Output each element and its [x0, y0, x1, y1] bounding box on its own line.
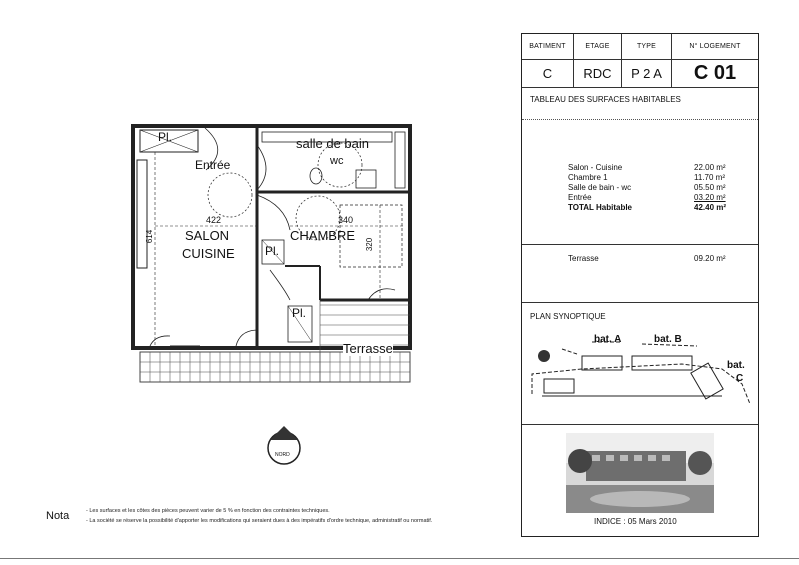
room-salon-label: SALON [185, 228, 230, 243]
col-batiment: BATIMENT [522, 34, 574, 60]
synoptic-map [522, 324, 758, 414]
room-terrasse-label: Terrasse [343, 341, 393, 356]
placard-label: Pl. [158, 130, 173, 144]
surface-row: Salle de bain - wc 05.50 m² [568, 183, 726, 192]
room-chambre-label: CHAMBRE [290, 228, 356, 243]
nota-label: Nota [46, 510, 70, 522]
col-logement: N° LOGEMENT [672, 34, 758, 60]
surfaces-title: TABLEAU DES SURFACES HABITABLES [530, 95, 681, 104]
value-type: P 2 A [622, 60, 672, 88]
placard-label: Pl. [265, 244, 280, 258]
synoptique-title: PLAN SYNOPTIQUE [530, 312, 606, 321]
room-bathroom-label: salle de bain [296, 136, 369, 151]
dimension-chambre-width: 340 [338, 215, 354, 225]
indice-date: INDICE : 05 Mars 2010 [594, 517, 677, 526]
surface-row: Chambre 1 11.70 m² [568, 173, 725, 182]
bat-a-label: bat. A [594, 334, 622, 345]
bat-c-letter: C [736, 373, 744, 384]
col-etage: ETAGE [574, 34, 622, 60]
dimension-salon-width: 422 [206, 215, 222, 225]
compass-icon [538, 350, 550, 362]
room-wc-label: wc [330, 155, 344, 167]
compass-icon [268, 426, 300, 464]
bat-c-label: bat. [727, 360, 745, 371]
bat-b-label: bat. B [654, 334, 682, 345]
header-values [522, 60, 758, 88]
info-panel [521, 33, 759, 537]
placard-label: Pl. [292, 306, 307, 320]
value-logement: C 01 [672, 60, 758, 88]
room-entree-label: Entrée [195, 158, 231, 172]
nota-line: - Les surfaces et les côtes des pièces peuvent varier de 5 % en fonction des contraintes techniques. [86, 508, 330, 514]
room-cuisine-label: CUISINE [182, 246, 235, 261]
building-photo [566, 433, 714, 513]
nota-line: - La société se réserve la possibilité d'apporter les modifications qui seraient dues à des impératifs d'ordre technique, administratif ou normatif. [86, 518, 433, 524]
surface-row: Salon - Cuisine 22.00 m² [568, 163, 726, 172]
surface-total-row: TOTAL Habitable 42.40 m² [568, 203, 727, 212]
value-batiment: C [522, 60, 574, 88]
col-type: TYPE [622, 34, 672, 60]
compass-label: NORD [275, 452, 290, 458]
page-bottom-rule [0, 558, 799, 559]
surface-row: Entrée 03.20 m² [568, 193, 726, 202]
surface-terrasse-row: Terrasse 09.20 m² [568, 254, 726, 263]
dimension-salon-height: 614 [145, 229, 155, 244]
header-columns [522, 34, 758, 60]
dimension-chambre-height: 320 [365, 237, 375, 252]
value-etage: RDC [574, 60, 622, 88]
